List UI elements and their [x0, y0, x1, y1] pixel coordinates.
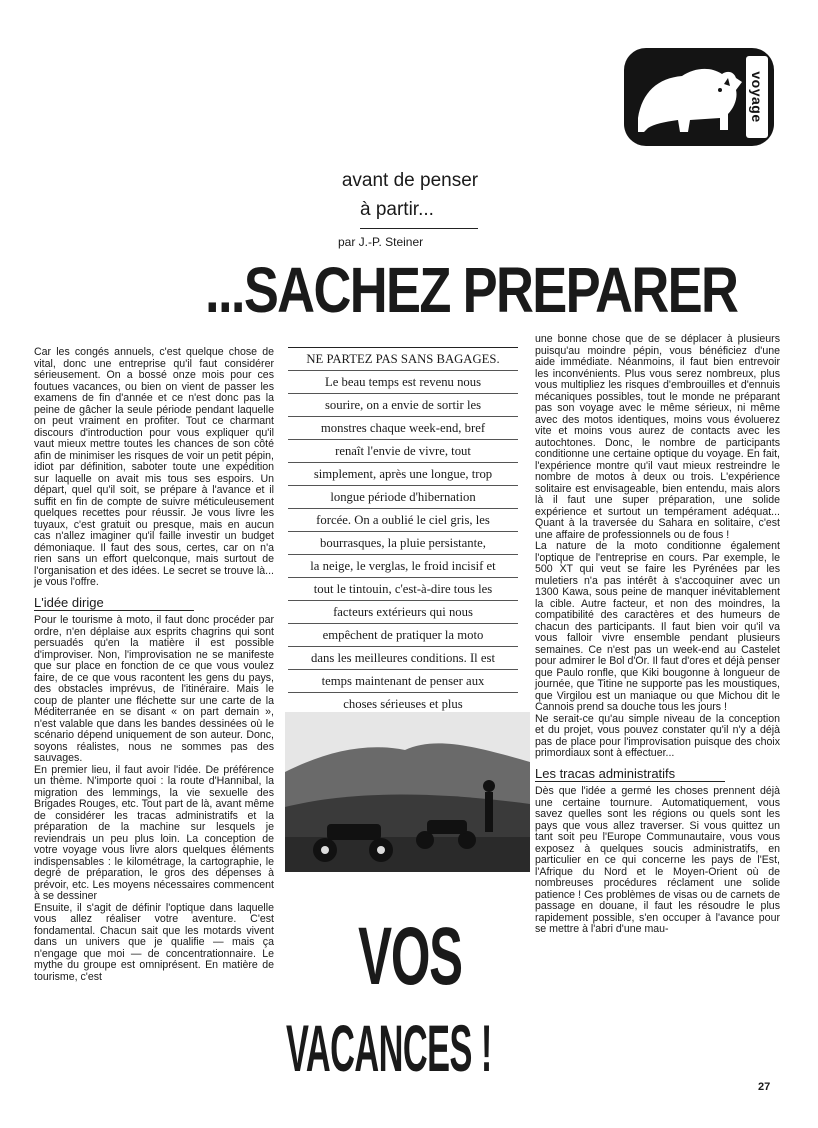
motorcycles-photo — [285, 712, 530, 872]
box-line: la neige, le verglas, le froid incisif et — [288, 555, 518, 578]
kicker-line1: avant de penser — [341, 170, 479, 191]
byline: par J.-P. Steiner — [338, 235, 424, 249]
big-title-vacances: VACANCES ! — [286, 1011, 492, 1085]
voyage-logo — [624, 48, 774, 146]
paragraph: une bonne chose que de se déplacer à plusieurs puisqu'au moindre pépin, vous bénéficiez d'une aide immédiate. Néanmoins, il faut bien entrevoir les inconvénients. Plus vous serez nombreux, plus vous multipliez les risques d'embrouilles et d'ennuis mécaniques possibles, tout le monde ne préparant pas son voyage avec le même sérieux, ni même avec des motos identiques, moins vous évoluerez vite et moins vous aurez de contacts avec les autochtones. Donc, le nombre de participants conditionne une certaine optique du voyage. En fait, l'expérience montre qu'il vaut mieux restreindre le nombre de motos à deux ou trois. L'expérience solitaire est envisageable, bien entendu, mais alors là il faut une super préparation, une solide expérience et surtout un tempérament adéquat... Quant à la traversée du Sahara en solitaire, c'est une affaire de professionnels ou de fous ! — [535, 333, 780, 541]
intro-box — [288, 347, 518, 762]
column-right — [535, 334, 780, 936]
box-line: monstres chaque week-end, bref — [288, 417, 518, 440]
box-line: facteurs extérieurs qui nous — [288, 601, 518, 624]
box-line: choses sérieuses et plus — [288, 693, 518, 716]
box-line: bourrasques, la pluie persistante, — [288, 532, 518, 555]
subhead-tracas-administratifs: Les tracas administratifs — [535, 768, 725, 783]
box-line: empêchent de pratiquer la moto — [288, 624, 518, 647]
box-line: renaît l'envie de vivre, tout — [288, 440, 518, 463]
big-title-vos: VOS — [358, 911, 462, 1002]
paragraph: En premier lieu, il faut avoir l'idée. De préférence un thème. N'importe quoi : la route d'Hannibal, la migration des lemmings, la vie sexuelle des Brigades Rouges, etc. Tout part de là, avant même de considérer les tracas administratifs et la préparation de la machine sur lesquels je reviendrais un peu plus loin. La conception de votre voyage vous livre alors quelques éléments indispensables : le kilométrage, la cartographie, le degré de préparation, le gros des dépenses à prévoir, etc. Les moyens nécessaires commencent à se dessiner — [34, 763, 274, 902]
box-line: NE PARTEZ PAS SANS BAGAGES. — [288, 348, 518, 371]
kicker-divider — [360, 228, 478, 229]
paragraph: Ensuite, il s'agit de définir l'optique dans laquelle vous allez réaliser votre aventure. C'est fondamental. Chacun sait que les motards vivent dans un univers que je qualifie — mais ça n'engage que moi — de concentrationnaire. Le mythe du groupe est omniprésent. En matière de tourisme, c'est — [34, 901, 274, 983]
box-line: simplement, après une longue, trop — [288, 463, 518, 486]
box-line: dans les meilleures conditions. Il est — [288, 647, 518, 670]
subhead-idee-dirige: L'idée dirige — [34, 597, 194, 612]
paragraph: Dès que l'idée a germé les choses prennent déjà une certaine tournure. Automatiquement, vous savez quelles sont les régions ou quels sont les pays que vous allez traverser. Si vous quittez un tant soit peu l'Europe Communautaire, vous vous exposez à quelques soucis administratifs, en particulier en ce qui concerne les pays de l'Est, l'Afrique du Nord et le Moyen-Orient où de nombreuses procédures réclament une solide patience ! Ces problèmes de visas ou de carnets de passage en douane, il faut les résoudre le plus rapidement possible, s'en occuper à l'avance pour se mettre à l'abri d'une mau- — [535, 785, 780, 935]
paragraph: Pour le tourisme à moto, il faut donc procéder par ordre, n'en déplaise aux esprits chagrins qui sont persuadés qu'en la matière il est possible d'improviser. Non, l'improvisation ne se manifeste que sur place en fonction de ce que vous voulez faire, de ce que vous racontent les gens du pays, des obstacles imprévus, de l'itinéraire. Mais le coup de planter une fléchette sur une carte de la Méditerranée en se disant « on part demain », n'est valable que dans les bandes dessinées où le scénario dépend uniquement de son auteur. Donc, soyons réalistes, nous ne sommes pas des sauvages. — [34, 614, 274, 764]
column-left — [34, 347, 274, 983]
kicker-line2: à partir... — [360, 199, 434, 220]
page-number: 27 — [758, 1081, 771, 1093]
headline: ...SACHEZ PREPARER — [205, 254, 738, 326]
intro-paragraph: Car les congés annuels, c'est quelque chose de vital, donc une entreprise qu'il faut considérer sérieusement. On a bossé onze mois pour ces foutues vacances, ou bien on vient de passer les examens de fin d'année et ce n'est donc pas la peine de gâcher la seule période pendant laquelle on peut vraiment en profiter. Tout ce charmant discours d'introduction pour vous expliquer qu'il vaut mieux mettre toutes les chances de son côté afin de minimiser les risques de voir un petit pépin, idiot par définition, saboter toute une expédition sur laquelle on avait mis tous ses espoirs. Un départ, quel qu'il soit, se prépare à l'avance et il suffit en fin de compte de suivre méticuleusement quelques recettes pour réussir. Je vous livre les tuyaux, c'est gratuit ou presque, mais en aucun cas n'allez imaginer qu'il faille investir un budget démoniaque. Il faut des sous, certes, car on n'a rien sans un effort quelconque, mais surtout de l'organisation et des idées. Le secret se trouve là... je vous l'offre. — [34, 346, 274, 588]
box-line: forcée. On a oublié le ciel gris, les — [288, 509, 518, 532]
logo-word: voyage — [746, 56, 768, 138]
box-line: Le beau temps est revenu nous — [288, 371, 518, 394]
box-line: tout le tintouin, c'est-à-dire tous les — [288, 578, 518, 601]
paragraph: Ne serait-ce qu'au simple niveau de la conception et du projet, vous pouvez constater qu'il n'y a déjà pas de place pour l'improvisation puisque des choix primordiaux sont à effectuer... — [535, 712, 780, 759]
box-line: longue période d'hibernation — [288, 486, 518, 509]
paragraph: La nature de la moto conditionne également l'optique de l'entreprise en cours. Par exemple, le 500 XT qui veut se faire les Pyrénées par les muletiers n'a pas intérêt à s'accoquiner avec un 1300 Kawa, sous peine de manquer inévitablement la cible. Autre facteur, et non des moindres, la compatibilité des caractères et des humeurs de chacun des participants. Il faut bien voir qu'il va vous falloir vivre ensemble pendant plusieurs semaines. Ce n'est pas un week-end au Castelet pour admirer le Bol d'Or. Il faut d'ores et déjà penser que Paulo ronfle, que Kiki bougonne à longueur de journée, que Titine ne supporte pas les moustiques, que Virgilou est un maniaque ou que Michou dit le Cannois prend sa douche tous les jours ! — [535, 540, 780, 713]
box-line: sourire, on a envie de sortir les — [288, 394, 518, 417]
box-line: temps maintenant de penser aux — [288, 670, 518, 693]
